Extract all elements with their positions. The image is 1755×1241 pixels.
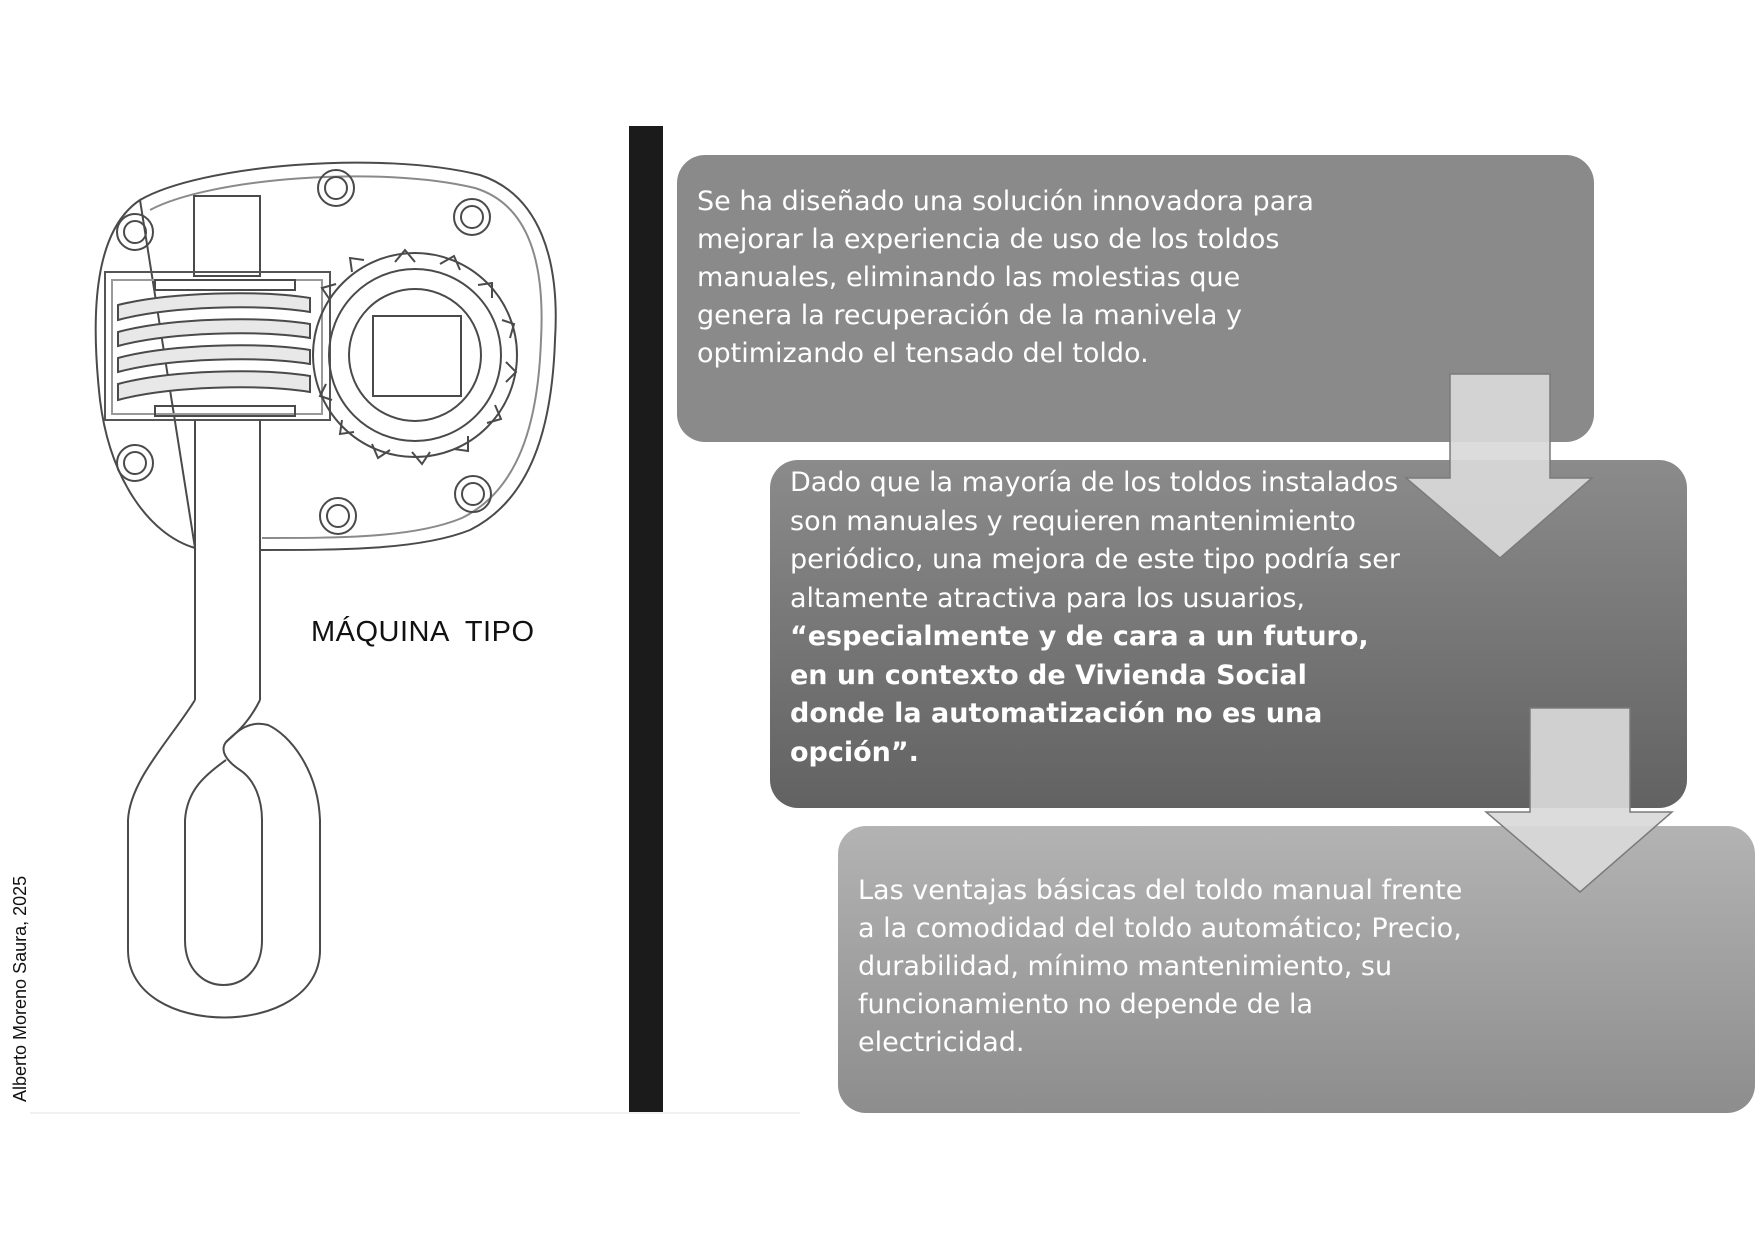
- author-credit: Alberto Moreno Saura, 2025: [10, 875, 30, 1102]
- worm-thread-2: [118, 319, 310, 346]
- bottom-rule: [30, 1112, 800, 1114]
- worm-thread-3: [118, 345, 310, 372]
- worm-thread-1: [118, 293, 310, 320]
- crank-machine-drawing: [0, 0, 620, 1120]
- worm-shaft-top: [194, 196, 260, 276]
- flange-top: [155, 280, 295, 290]
- vertical-divider: [629, 126, 663, 1114]
- down-arrow-2: [1484, 706, 1674, 896]
- handle-inner: [185, 700, 262, 985]
- info-box-1-text: Se ha diseñado una solución innovadora para mejorar la experiencia de uso de los toldos manuales, eliminando las molestias que genera la recuperación de la manivela y optimizando el tensado del toldo.: [697, 186, 1314, 369]
- info-box-2-paragraph: [790, 464, 1410, 772]
- info-box-2-bold-text: “especialmente y de cara a un futuro, en un contexto de Vivienda Social donde la automatización no es una opción”.: [790, 621, 1369, 768]
- gear-ring: [329, 269, 501, 441]
- gear-square: [373, 316, 461, 396]
- machine-type-label: MÁQUINA TIPO: [311, 616, 535, 648]
- down-arrow-1: [1404, 372, 1594, 562]
- worm-thread-4: [118, 371, 310, 400]
- info-box-3-text: Las ventajas básicas del toldo manual frente a la comodidad del toldo automático; Precio, durabilidad, mínimo mantenimiento, su funcionamiento no depende de la electricidad.: [858, 875, 1463, 1058]
- crank-arm: [195, 420, 260, 700]
- info-box-2-text: Dado que la mayoría de los toldos instalados son manuales y requieren mantenimiento periódico, una mejora de este tipo podría ser altamente atractiva para los usuarios,: [790, 467, 1400, 614]
